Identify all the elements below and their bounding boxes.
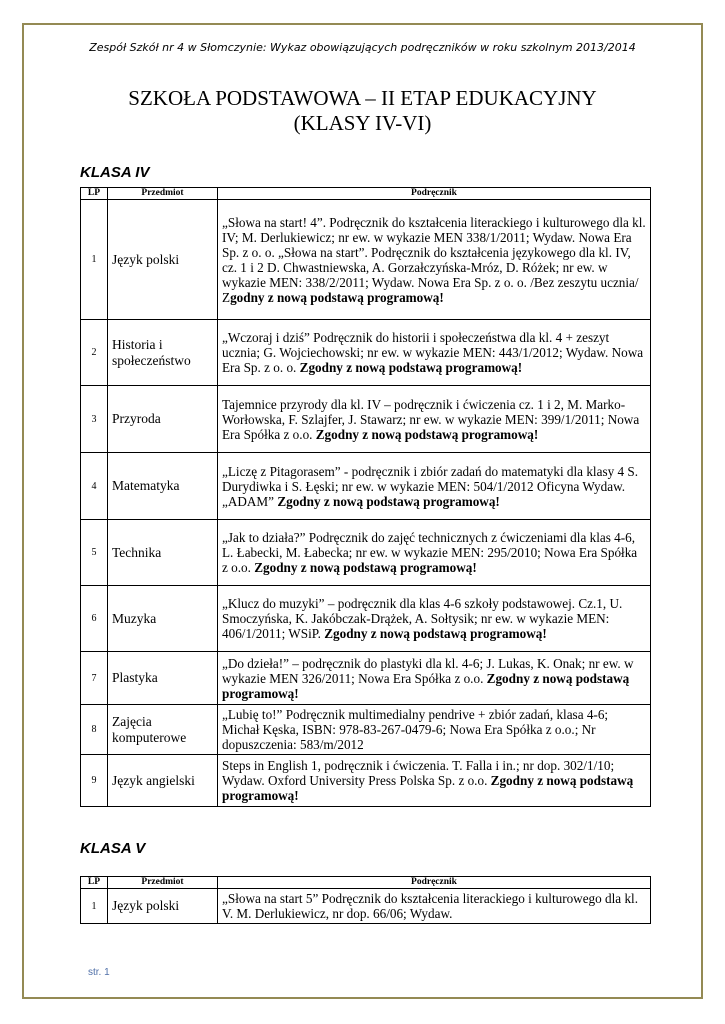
row-lp: 1 [81,889,108,924]
table-row [81,386,651,453]
row-textbook: „Słowa na start! 4”. Podręcznik do kształcenia literackiego i kulturowego dla kl. IV; M. Derlukiewicz; nr ew. w wykazie MEN 338/1/2011; Wydaw. Nowa Era Sp. z o. o. „Słowa na start”. Podręcznik do kształcenia językowego dla kl. IV, cz. 1 i 2 D. Chwastniewska, A. Gorzałczyńska-Mróz, D. Różek; nr ew. w wykazie MEN: 338/2/2011; Wydaw. Nowa Era Sp. z o. o. /Bez zeszytu ucznia/ Zgodny z nową podstawą programową! [218,200,651,320]
col-subject-header: Przedmiot [108,188,218,200]
col-lp-header: LP [81,877,108,889]
row-textbook: „Słowa na start 5” Podręcznik do kształcenia literackiego i kulturowego dla kl. V. M. Derlukiewicz, nr dop. 66/06; Wydaw. [218,889,651,924]
table-row [81,520,651,586]
row-lp: 3 [81,386,108,453]
row-subject: Zajęcia komputerowe [108,705,218,755]
klasa-iv-heading: KLASA IV [80,164,150,181]
col-subject-header: Przedmiot [108,877,218,889]
table-row [81,705,651,755]
row-subject: Język angielski [108,755,218,807]
col-lp-header: LP [81,188,108,200]
row-lp: 2 [81,320,108,386]
klasa-v-heading: KLASA V [80,840,146,857]
row-lp: 6 [81,586,108,652]
row-subject: Matematyka [108,453,218,520]
table-row [81,453,651,520]
row-subject: Język polski [108,200,218,320]
row-textbook: Tajemnice przyrody dla kl. IV – podręcznik i ćwiczenia cz. 1 i 2, M. Marko-Worłowska, F. Szlajfer, J. Stawarz; nr ew. w wykazie MEN: 399/1/2011; Nowa Era Spółka z o.o. Zgodny z nową podstawą programową! [218,386,651,453]
row-textbook: „Klucz do muzyki” – podręcznik dla klas 4-6 szkoły podstawowej. Cz.1, U. Smoczyńska, K. Jakóbczak-Drążek, A. Sołtysik; nr ew. w wykazie MEN: 406/1/2011; WSiP. Zgodny z nową podstawą programową! [218,586,651,652]
klasa-v-table [80,876,651,924]
row-lp: 8 [81,705,108,755]
page-title [0,86,725,136]
table-row [81,320,651,386]
row-lp: 7 [81,652,108,705]
table-header-row [81,188,651,200]
title-line-1: SZKOŁA PODSTAWOWA – II ETAP EDUKACYJNY [128,86,597,110]
row-textbook: Steps in English 1, podręcznik i ćwiczenia. T. Falla i in.; nr dop. 302/1/10; Wydaw. Oxford University Press Polska Sp. z o.o. Zgodny z nową podstawą programową! [218,755,651,807]
row-textbook: „Liczę z Pitagorasem” - podręcznik i zbiór zadań do matematyki dla klasy 4 S. Durydiwka i S. Łęski; nr ew. w wykazie MEN: 504/1/2012 Oficyna Wydaw. „ADAM” Zgodny z nową podstawą programową! [218,453,651,520]
page-number: str. 1 [88,967,110,978]
row-lp: 4 [81,453,108,520]
row-subject: Technika [108,520,218,586]
row-subject: Muzyka [108,586,218,652]
row-subject: Historia i społeczeństwo [108,320,218,386]
row-lp: 9 [81,755,108,807]
table-header-row [81,877,651,889]
table-row [81,652,651,705]
row-subject: Plastyka [108,652,218,705]
row-textbook: „Wczoraj i dziś” Podręcznik do historii i społeczeństwa dla kl. 4 + zeszyt ucznia; G. Wojciechowski; nr ew. w wykazie MEN: 443/1/2012; Wydaw. Nowa Era Sp. z o. o. Zgodny z nową podstawą programową! [218,320,651,386]
col-book-header: Podręcznik [218,877,651,889]
row-subject: Język polski [108,889,218,924]
col-book-header: Podręcznik [218,188,651,200]
row-textbook: „Jak to działa?” Podręcznik do zajęć technicznych z ćwiczeniami dla klas 4-6, L. Łabecki, M. Łabecka; nr ew. w wykazie MEN: 295/2010; Nowa Era Spółka z o.o. Zgodny z nową podstawą programową! [218,520,651,586]
row-textbook: „Do dzieła!” – podręcznik do plastyki dla kl. 4-6; J. Lukas, K. Onak; nr ew. w wykazie MEN 326/2011; Nowa Era Spółka z o.o. Zgodny z nową podstawą programową! [218,652,651,705]
table-row [81,586,651,652]
row-lp: 1 [81,200,108,320]
running-header: Zespół Szkół nr 4 w Słomczynie: Wykaz obowiązujących podręczników w roku szkolnym 2013/2014 [89,41,636,54]
table-row [81,889,651,924]
row-lp: 5 [81,520,108,586]
klasa-iv-table [80,187,651,807]
table-row [81,755,651,807]
title-line-2: (KLASY IV-VI) [293,111,432,135]
row-textbook: „Lubię to!” Podręcznik multimedialny pendrive + zbiór zadań, klasa 4-6; Michał Kęska, ISBN: 978-83-267-0479-6; Nowa Era Spółka z o.o.; Nr dopuszczenia: 583/m/2012 [218,705,651,755]
table-row [81,200,651,320]
row-subject: Przyroda [108,386,218,453]
